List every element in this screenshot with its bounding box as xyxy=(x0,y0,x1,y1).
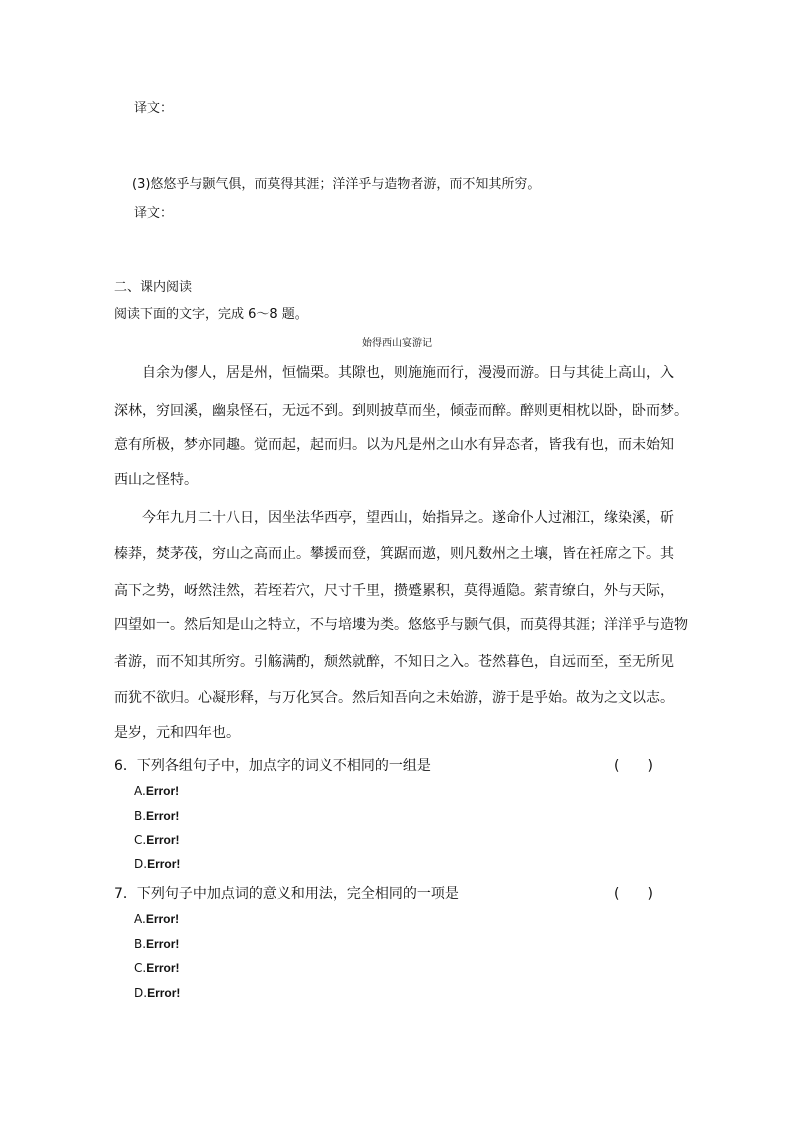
passage-title: 始得西山宴游记 xyxy=(362,338,432,349)
option-text: Error! xyxy=(146,961,180,975)
option-letter: C. xyxy=(134,961,147,975)
option-letter: B. xyxy=(134,809,147,823)
passage-line: 四望如一。然后知是山之特立，不与培塿为类。悠悠乎与颢气俱，而莫得其涯；洋洋乎与造物 xyxy=(114,617,688,633)
option-a[interactable] xyxy=(134,784,179,798)
passage-line: 高下之势，岈然洼然，若垤若穴，尺寸千里，攒蹙累积，莫得遁隐。萦青缭白，外与天际， xyxy=(114,583,674,599)
option-d[interactable] xyxy=(134,857,180,871)
answer-parentheses: ( ) xyxy=(614,886,653,902)
option-letter: A. xyxy=(134,784,146,798)
passage-line: 是岁，元和四年也。 xyxy=(114,725,240,741)
translation-label: 译文： xyxy=(134,206,174,221)
answer-parentheses: ( ) xyxy=(614,758,653,774)
question-sentence: (3)悠悠乎与颢气俱，而莫得其涯；洋洋乎与造物者游，而不知其所穷。 xyxy=(132,177,541,192)
section-heading: 二、课内阅读 xyxy=(114,280,193,295)
passage-line: 意有所极，梦亦同趣。觉而起，起而归。以为凡是州之山水有异态者，皆我有也，而未始知 xyxy=(114,437,674,453)
option-text: Error! xyxy=(145,912,180,926)
question-stem: 6．下列各组句子中，加点字的词义不相同的一组是 xyxy=(114,758,431,774)
option-letter: C. xyxy=(134,833,147,847)
translation-label: 译文： xyxy=(134,101,174,116)
option-c[interactable] xyxy=(134,961,180,975)
option-letter: B. xyxy=(134,937,147,951)
passage-line: 深林，穷回溪，幽泉怪石，无远不到。到则披草而坐，倾壶而醉。醉则更相枕以卧，卧而梦。 xyxy=(114,403,688,419)
instruction: 阅读下面的文字，完成 6～8 题。 xyxy=(114,307,308,322)
option-b[interactable] xyxy=(134,937,179,951)
passage-line: 今年九月二十八日，因坐法华西亭，望西山，始指异之。遂命仆人过湘江，缘染溪，斫 xyxy=(114,510,674,526)
option-text: Error! xyxy=(147,986,181,1000)
option-c[interactable] xyxy=(134,833,180,847)
question-stem: 7．下列句子中加点词的意义和用法，完全相同的一项是 xyxy=(114,886,459,902)
option-text: Error! xyxy=(146,937,180,951)
passage-line: 自余为僇人，居是州，恒惴栗。其隙也，则施施而行，漫漫而游。日与其徒上高山，入 xyxy=(114,365,674,381)
option-text: Error! xyxy=(146,809,180,823)
passage-line: 者游，而不知其所穷。引觞满酌，颓然就醉，不知日之入。苍然暮色，自远而至，至无所见 xyxy=(114,654,674,670)
option-text: Error! xyxy=(147,857,181,871)
option-text: Error! xyxy=(145,784,180,798)
passage-line: 而犹不欲归。心凝形释，与万化冥合。然后知吾向之未始游，游于是乎始。故为之文以志。 xyxy=(114,690,674,706)
option-letter: A. xyxy=(134,912,146,926)
passage-line: 西山之怪特。 xyxy=(114,472,198,488)
option-letter: D. xyxy=(134,857,148,871)
option-text: Error! xyxy=(146,833,180,847)
option-a[interactable] xyxy=(134,912,179,926)
passage-line: 榛莽，焚茅茷，穷山之高而止。攀援而登，箕踞而遨，则凡数州之土壤，皆在衽席之下。其 xyxy=(114,546,674,562)
option-letter: D. xyxy=(134,986,148,1000)
option-d[interactable] xyxy=(134,986,180,1000)
option-b[interactable] xyxy=(134,809,179,823)
